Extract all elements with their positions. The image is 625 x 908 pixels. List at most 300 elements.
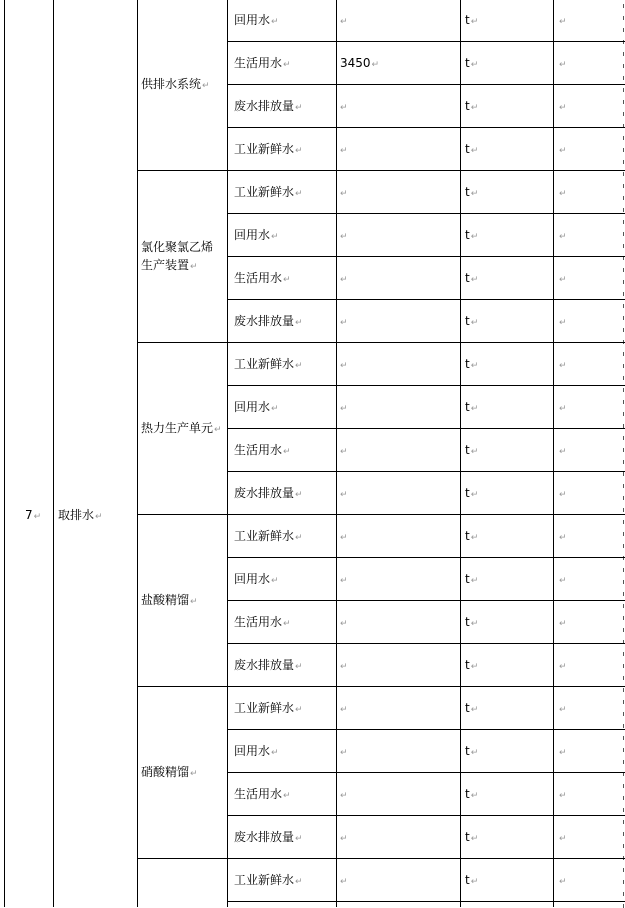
column-divider-partial <box>623 112 624 116</box>
paragraph-mark-icon: ↵ <box>340 360 348 371</box>
column-divider-partial <box>623 904 624 908</box>
group-divider <box>137 514 625 515</box>
paragraph-mark-icon: ↵ <box>340 317 348 328</box>
unit-cell <box>465 785 478 805</box>
unit-cell-text: t <box>465 528 470 543</box>
paragraph-mark-icon: ↵ <box>214 425 222 435</box>
paragraph-mark-icon: ↵ <box>559 188 567 199</box>
column-divider-partial <box>623 796 624 800</box>
extra-cell <box>559 656 567 676</box>
paragraph-mark-icon: ↵ <box>340 489 348 500</box>
column-divider-partial <box>623 4 624 8</box>
row-divider <box>227 643 625 644</box>
paragraph-mark-icon: ↵ <box>470 274 479 285</box>
unit-cell <box>465 97 478 117</box>
extra-cell <box>559 183 567 203</box>
column-divider-partial <box>623 748 624 752</box>
item-cell-text: 废水排放量 <box>234 98 295 113</box>
paragraph-mark-icon: ↵ <box>271 16 279 27</box>
column-divider-partial <box>623 712 624 716</box>
paragraph-mark-icon: ↵ <box>559 231 567 242</box>
group-name-text: 生产装置 <box>141 258 190 272</box>
paragraph-mark-icon: ↵ <box>470 188 479 199</box>
paragraph-mark-icon: ↵ <box>340 231 348 242</box>
column-divider-partial <box>623 352 624 356</box>
extra-cell <box>559 613 567 633</box>
value-cell <box>340 656 348 676</box>
unit-cell <box>465 656 478 676</box>
paragraph-mark-icon: ↵ <box>559 16 567 27</box>
column-divider-partial <box>623 592 624 596</box>
unit-cell <box>465 570 478 590</box>
column-divider-partial <box>623 220 624 224</box>
unit-cell-text: t <box>465 313 470 328</box>
column-divider <box>137 0 138 907</box>
paragraph-mark-icon: ↵ <box>340 145 348 156</box>
item-cell-text: 工业新鲜水 <box>234 141 295 156</box>
unit-cell <box>465 871 478 891</box>
column-divider-partial <box>623 100 624 104</box>
column-divider-partial <box>623 736 624 740</box>
column-divider-partial <box>623 472 624 476</box>
paragraph-mark-icon: ↵ <box>470 876 479 887</box>
paragraph-mark-icon: ↵ <box>340 446 348 457</box>
paragraph-mark-icon: ↵ <box>340 575 348 586</box>
paragraph-mark-icon: ↵ <box>295 317 303 328</box>
column-divider-partial <box>623 604 624 608</box>
paragraph-mark-icon: ↵ <box>340 618 348 629</box>
value-cell-text: 3450 <box>340 55 371 70</box>
paragraph-mark-icon: ↵ <box>470 704 479 715</box>
item-cell <box>234 269 291 289</box>
paragraph-mark-icon: ↵ <box>559 403 567 414</box>
unit-cell <box>465 140 478 160</box>
value-cell <box>340 140 348 160</box>
column-divider-partial <box>623 148 624 152</box>
item-cell <box>234 140 303 160</box>
paragraph-mark-icon: ↵ <box>559 833 567 844</box>
column-divider-partial <box>623 196 624 200</box>
extra-cell <box>559 312 567 332</box>
paragraph-mark-icon: ↵ <box>283 59 291 70</box>
group-divider <box>137 858 625 859</box>
paragraph-mark-icon: ↵ <box>470 145 479 156</box>
unit-cell-text: t <box>465 743 470 758</box>
value-cell <box>340 312 348 332</box>
item-cell-text: 生活用水 <box>234 786 283 801</box>
column-divider-partial <box>623 388 624 392</box>
paragraph-mark-icon: ↵ <box>470 575 479 586</box>
item-cell <box>234 871 303 891</box>
unit-cell-text: t <box>465 399 470 414</box>
extra-cell <box>559 355 567 375</box>
unit-cell-text: t <box>465 786 470 801</box>
paragraph-mark-icon: ↵ <box>559 145 567 156</box>
column-divider-partial <box>623 580 624 584</box>
value-cell <box>340 613 348 633</box>
unit-cell <box>465 54 478 74</box>
item-cell <box>234 613 291 633</box>
value-cell <box>340 570 348 590</box>
paragraph-mark-icon: ↵ <box>295 360 303 371</box>
column-divider-partial <box>623 244 624 248</box>
unit-cell <box>465 312 478 332</box>
paragraph-mark-icon: ↵ <box>559 59 567 70</box>
paragraph-mark-icon: ↵ <box>559 575 567 586</box>
item-cell-text: 工业新鲜水 <box>234 700 295 715</box>
unit-cell <box>465 484 478 504</box>
paragraph-mark-icon: ↵ <box>295 876 303 887</box>
paragraph-mark-icon: ↵ <box>340 661 348 672</box>
column-divider-partial <box>623 136 624 140</box>
category-cell <box>58 506 103 526</box>
column-divider-partial <box>623 16 624 20</box>
unit-cell <box>465 226 478 246</box>
extra-cell <box>559 785 567 805</box>
column-divider-partial <box>623 28 624 32</box>
item-cell-text: 废水排放量 <box>234 485 295 500</box>
column-divider-partial <box>623 652 624 656</box>
unit-cell <box>465 441 478 461</box>
paragraph-mark-icon: ↵ <box>340 102 348 113</box>
column-divider-partial <box>623 268 624 272</box>
item-cell <box>234 97 303 117</box>
item-cell <box>234 570 279 590</box>
paragraph-mark-icon: ↵ <box>295 102 303 113</box>
row-divider <box>227 385 625 386</box>
category-label: 取排水 <box>58 507 95 522</box>
value-cell <box>340 441 348 461</box>
unit-cell-text: t <box>465 700 470 715</box>
paragraph-mark-icon: ↵ <box>559 790 567 801</box>
paragraph-mark-icon: ↵ <box>295 532 303 543</box>
column-divider-partial <box>623 76 624 80</box>
unit-cell <box>465 183 478 203</box>
column-divider-partial <box>623 544 624 548</box>
column-divider-partial <box>623 844 624 848</box>
paragraph-mark-icon: ↵ <box>271 403 279 414</box>
item-cell <box>234 742 279 762</box>
group-name <box>141 75 210 95</box>
item-cell-text: 回用水 <box>234 227 271 242</box>
column-divider <box>53 0 54 907</box>
column-divider-partial <box>623 832 624 836</box>
column-divider-partial <box>623 880 624 884</box>
item-cell-text: 生活用水 <box>234 270 283 285</box>
paragraph-mark-icon: ↵ <box>340 274 348 285</box>
paragraph-mark-icon: ↵ <box>283 790 291 801</box>
paragraph-mark-icon: ↵ <box>295 661 303 672</box>
item-cell <box>234 183 303 203</box>
column-divider-partial <box>623 688 624 692</box>
item-cell <box>234 312 303 332</box>
value-cell <box>340 398 348 418</box>
group-divider <box>137 686 625 687</box>
column-divider-partial <box>623 448 624 452</box>
extra-cell <box>559 97 567 117</box>
group-divider <box>137 342 625 343</box>
item-cell-text: 废水排放量 <box>234 829 295 844</box>
row-divider <box>227 256 625 257</box>
paragraph-mark-icon: ↵ <box>295 489 303 500</box>
column-divider-partial <box>623 820 624 824</box>
extra-cell <box>559 742 567 762</box>
column-divider-partial <box>623 520 624 524</box>
item-cell-text: 生活用水 <box>234 55 283 70</box>
paragraph-mark-icon: ↵ <box>202 81 210 91</box>
column-divider-partial <box>623 376 624 380</box>
paragraph-mark-icon: ↵ <box>295 188 303 199</box>
column-divider-partial <box>623 364 624 368</box>
paragraph-mark-icon: ↵ <box>470 231 479 242</box>
column-divider-partial <box>623 760 624 764</box>
unit-cell-text: t <box>465 141 470 156</box>
value-cell <box>340 97 348 117</box>
paragraph-mark-icon: ↵ <box>340 704 348 715</box>
item-cell <box>234 11 279 31</box>
unit-cell <box>465 699 478 719</box>
paragraph-mark-icon: ↵ <box>559 102 567 113</box>
paragraph-mark-icon: ↵ <box>559 876 567 887</box>
value-cell <box>340 742 348 762</box>
paragraph-mark-icon: ↵ <box>559 317 567 328</box>
column-divider-partial <box>623 808 624 812</box>
paragraph-mark-icon: ↵ <box>283 446 291 457</box>
unit-cell-text: t <box>465 829 470 844</box>
item-cell <box>234 828 303 848</box>
paragraph-mark-icon: ↵ <box>470 317 479 328</box>
row-divider <box>227 428 625 429</box>
column-divider-partial <box>623 568 624 572</box>
unit-cell-text: t <box>465 227 470 242</box>
paragraph-mark-icon: ↵ <box>470 790 479 801</box>
column-divider-partial <box>623 160 624 164</box>
column-divider <box>553 0 554 907</box>
column-divider-partial <box>623 532 624 536</box>
column-divider-partial <box>623 628 624 632</box>
item-cell-text: 生活用水 <box>234 442 283 457</box>
column-divider-partial <box>623 676 624 680</box>
unit-cell <box>465 527 478 547</box>
unit-cell-text: t <box>465 98 470 113</box>
paragraph-mark-icon: ↵ <box>559 360 567 371</box>
item-cell-text: 工业新鲜水 <box>234 184 295 199</box>
row-divider <box>227 471 625 472</box>
item-cell-text: 生活用水 <box>234 614 283 629</box>
column-divider-partial <box>623 280 624 284</box>
paragraph-mark-icon: ↵ <box>340 532 348 543</box>
unit-cell-text: t <box>465 614 470 629</box>
column-divider-partial <box>623 172 624 176</box>
paragraph-mark-icon: ↵ <box>559 747 567 758</box>
unit-cell <box>465 828 478 848</box>
group-name <box>141 419 222 439</box>
column-divider-partial <box>623 316 624 320</box>
item-number-cell <box>25 506 41 526</box>
item-cell-text: 废水排放量 <box>234 313 295 328</box>
unit-cell <box>465 269 478 289</box>
value-cell <box>340 355 348 375</box>
column-divider-partial <box>623 208 624 212</box>
group-name <box>141 238 213 256</box>
paragraph-mark-icon: ↵ <box>470 661 479 672</box>
unit-cell <box>465 355 478 375</box>
paragraph-mark-icon: ↵ <box>190 769 198 779</box>
paragraph-mark-icon: ↵ <box>340 403 348 414</box>
column-divider-partial <box>623 724 624 728</box>
item-cell-text: 回用水 <box>234 743 271 758</box>
paragraph-mark-icon: ↵ <box>559 489 567 500</box>
paragraph-mark-icon: ↵ <box>371 59 380 70</box>
paragraph-mark-icon: ↵ <box>271 747 279 758</box>
paragraph-mark-icon: ↵ <box>340 833 348 844</box>
value-cell <box>340 699 348 719</box>
group-divider <box>137 170 625 171</box>
unit-cell-text: t <box>465 184 470 199</box>
value-cell <box>340 785 348 805</box>
unit-cell <box>465 398 478 418</box>
item-cell-text: 工业新鲜水 <box>234 528 295 543</box>
extra-cell <box>559 398 567 418</box>
extra-cell <box>559 441 567 461</box>
paragraph-mark-icon: ↵ <box>95 511 103 522</box>
group-name-text: 硝酸精馏 <box>141 765 190 779</box>
extra-cell <box>559 828 567 848</box>
item-cell <box>234 656 303 676</box>
extra-cell <box>559 484 567 504</box>
column-divider-partial <box>623 436 624 440</box>
group-name <box>141 591 198 611</box>
paragraph-mark-icon: ↵ <box>33 511 42 522</box>
paragraph-mark-icon: ↵ <box>190 262 198 272</box>
paragraph-mark-icon: ↵ <box>340 188 348 199</box>
paragraph-mark-icon: ↵ <box>559 446 567 457</box>
column-divider-partial <box>623 328 624 332</box>
paragraph-mark-icon: ↵ <box>190 597 198 607</box>
column-divider <box>227 0 228 907</box>
item-cell <box>234 226 279 246</box>
extra-cell <box>559 570 567 590</box>
unit-cell-text: t <box>465 571 470 586</box>
column-divider-partial <box>623 52 624 56</box>
item-cell <box>234 484 303 504</box>
extra-cell <box>559 54 567 74</box>
paragraph-mark-icon: ↵ <box>559 661 567 672</box>
item-cell <box>234 785 291 805</box>
column-divider-partial <box>623 460 624 464</box>
paragraph-mark-icon: ↵ <box>470 16 479 27</box>
value-cell <box>340 484 348 504</box>
unit-cell-text: t <box>465 12 470 27</box>
paragraph-mark-icon: ↵ <box>340 747 348 758</box>
extra-cell <box>559 699 567 719</box>
extra-cell <box>559 527 567 547</box>
unit-cell <box>465 742 478 762</box>
unit-cell-text: t <box>465 485 470 500</box>
paragraph-mark-icon: ↵ <box>470 59 479 70</box>
column-divider-partial <box>623 88 624 92</box>
paragraph-mark-icon: ↵ <box>340 876 348 887</box>
group-name <box>141 256 198 276</box>
paragraph-mark-icon: ↵ <box>559 532 567 543</box>
column-divider-partial <box>623 184 624 188</box>
column-divider-partial <box>623 784 624 788</box>
unit-cell-text: t <box>465 442 470 457</box>
item-cell-text: 工业新鲜水 <box>234 872 295 887</box>
group-name-text: 热力生产单元 <box>141 421 214 435</box>
group-name <box>141 763 198 783</box>
column-divider <box>336 0 337 907</box>
extra-cell <box>559 140 567 160</box>
paragraph-mark-icon: ↵ <box>283 618 291 629</box>
item-cell <box>234 355 303 375</box>
paragraph-mark-icon: ↵ <box>559 618 567 629</box>
paragraph-mark-icon: ↵ <box>470 532 479 543</box>
column-divider-partial <box>623 508 624 512</box>
paragraph-mark-icon: ↵ <box>271 231 279 242</box>
column-divider-partial <box>623 292 624 296</box>
value-cell <box>340 226 348 246</box>
column-divider-partial <box>623 64 624 68</box>
value-cell <box>340 54 379 74</box>
row-divider <box>227 557 625 558</box>
unit-cell-text: t <box>465 270 470 285</box>
item-cell <box>234 699 303 719</box>
paragraph-mark-icon: ↵ <box>295 704 303 715</box>
column-divider-partial <box>623 496 624 500</box>
item-cell <box>234 398 279 418</box>
column-divider-partial <box>623 700 624 704</box>
column-divider <box>460 0 461 907</box>
paragraph-mark-icon: ↵ <box>470 833 479 844</box>
item-cell <box>234 441 291 461</box>
item-cell <box>234 54 291 74</box>
value-cell <box>340 527 348 547</box>
item-cell-text: 工业新鲜水 <box>234 356 295 371</box>
paragraph-mark-icon: ↵ <box>559 704 567 715</box>
column-divider-partial <box>623 664 624 668</box>
paragraph-mark-icon: ↵ <box>470 403 479 414</box>
paragraph-mark-icon: ↵ <box>470 102 479 113</box>
column-divider-partial <box>623 232 624 236</box>
paragraph-mark-icon: ↵ <box>283 274 291 285</box>
unit-cell-text: t <box>465 657 470 672</box>
unit-cell-text: t <box>465 872 470 887</box>
unit-cell-text: t <box>465 55 470 70</box>
column-divider-partial <box>623 484 624 488</box>
paragraph-mark-icon: ↵ <box>470 618 479 629</box>
item-cell-text: 废水排放量 <box>234 657 295 672</box>
row-divider <box>227 815 625 816</box>
paragraph-mark-icon: ↵ <box>470 446 479 457</box>
unit-cell-text: t <box>465 356 470 371</box>
value-cell <box>340 828 348 848</box>
extra-cell <box>559 269 567 289</box>
paragraph-mark-icon: ↵ <box>271 575 279 586</box>
row-divider <box>227 600 625 601</box>
paragraph-mark-icon: ↵ <box>470 360 479 371</box>
column-divider-partial <box>623 412 624 416</box>
extra-cell <box>559 11 567 31</box>
column-divider-partial <box>623 892 624 896</box>
value-cell <box>340 871 348 891</box>
item-cell-text: 回用水 <box>234 399 271 414</box>
group-name-text: 氯化聚氯乙烯 <box>141 240 214 254</box>
row-divider <box>227 772 625 773</box>
row-divider <box>227 299 625 300</box>
value-cell <box>340 11 348 31</box>
paragraph-mark-icon: ↵ <box>340 790 348 801</box>
